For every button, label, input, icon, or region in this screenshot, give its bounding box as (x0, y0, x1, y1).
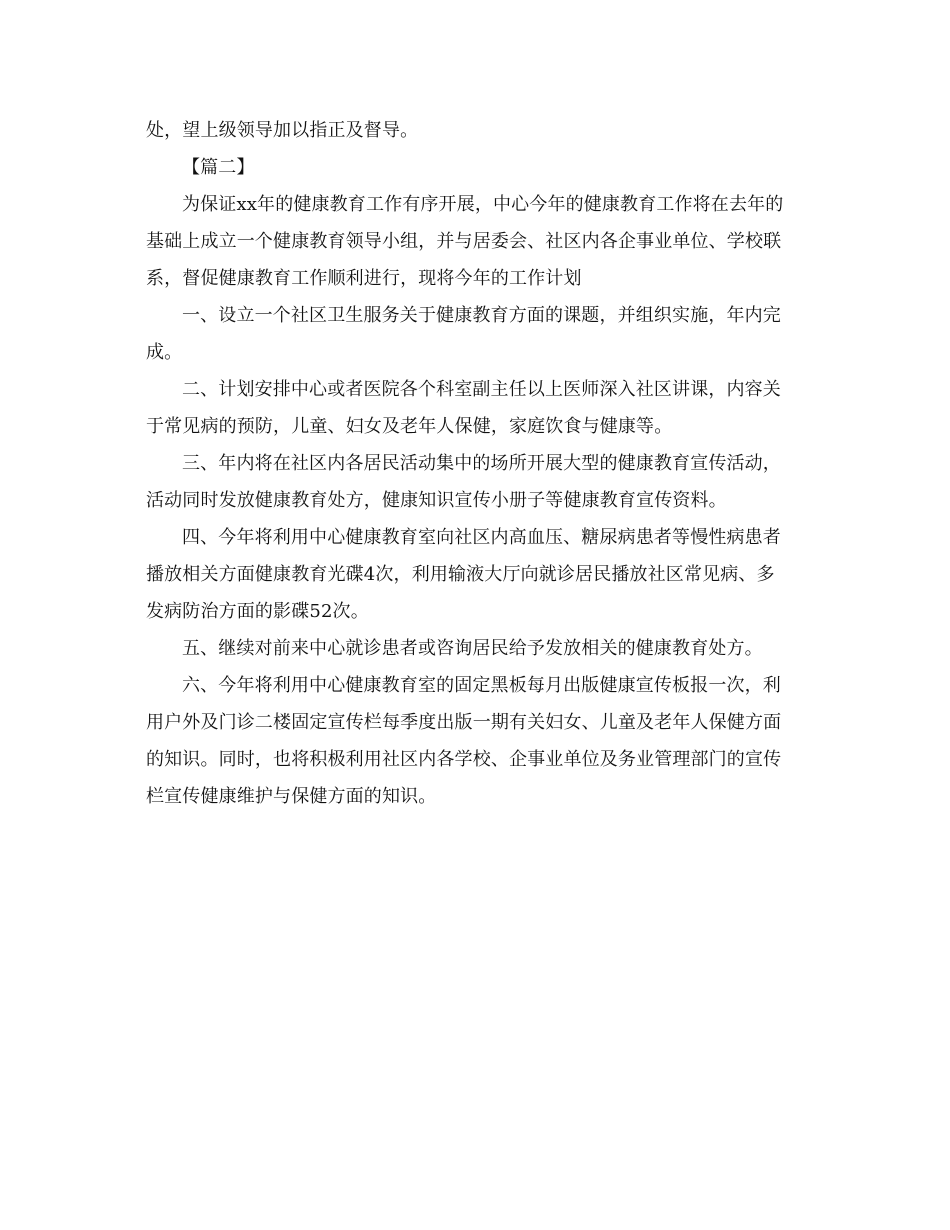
item-six-line: 六、今年将利用中心健康教育室的固定黑板每月出版健康宣传板报一次，利 (182, 675, 781, 696)
item-one-line: 成。 (146, 342, 183, 363)
item-four-line: 发病防治方面的影碟52次。 (146, 601, 369, 622)
item-six-line: 的知识。同时，也将积极利用社区内各学校、企事业单位及务业管理部门的宣传 (146, 749, 782, 770)
text-line-continuation: 处，望上级领导加以指正及督导。 (146, 120, 419, 141)
intro-paragraph-line: 为保证xx年的健康教育工作有序开展，中心今年的健康教育工作将在去年的 (182, 194, 784, 215)
item-one-line: 一、设立一个社区卫生服务关于健康教育方面的课题，并组织实施，年内完 (182, 305, 781, 326)
section-heading: 【篇二】 (182, 157, 255, 178)
item-five-line: 五、继续对前来中心就诊患者或咨询居民给予发放相关的健康教育处方。 (182, 638, 763, 659)
document-body (146, 112, 808, 815)
intro-paragraph-line: 基础上成立一个健康教育领导小组，并与居委会、社区内各企事业单位、学校联 (146, 231, 782, 252)
item-three-line: 三、年内将在社区内各居民活动集中的场所开展大型的健康教育宣传活动， (182, 453, 781, 474)
item-six-line: 用户外及门诊二楼固定宣传栏每季度出版一期有关妇女、儿童及老年人保健方面 (146, 712, 782, 733)
item-two-line: 于常见病的预防，儿童、妇女及老年人保健，家庭饮食与健康等。 (146, 416, 673, 437)
item-two-line: 二、计划安排中心或者医院各个科室副主任以上医师深入社区讲课，内容关 (182, 379, 781, 400)
intro-paragraph-line: 系，督促健康教育工作顺利进行，现将今年的工作计划 (146, 268, 582, 289)
item-six-line: 栏宣传健康维护与保健方面的知识。 (146, 786, 437, 807)
item-three-line: 活动同时发放健康教育处方，健康知识宣传小册子等健康教育宣传资料。 (146, 490, 727, 511)
item-four-line: 四、今年将利用中心健康教育室向社区内高血压、糖尿病患者等慢性病患者 (182, 527, 781, 548)
item-four-line: 播放相关方面健康教育光碟4次，利用输液大厅向就诊居民播放社区常见病、多 (146, 564, 775, 585)
